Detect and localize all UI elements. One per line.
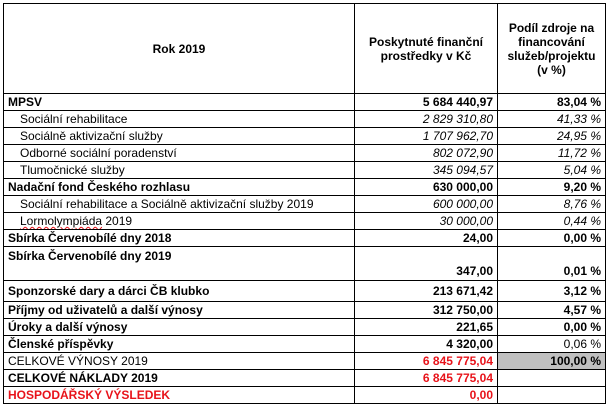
row-label: Úroky a další výnosy [4, 319, 355, 336]
table-row [4, 162, 606, 179]
table-row [4, 145, 606, 162]
header-share: Podíl zdroje na financování služeb/projektu (v %) [498, 4, 606, 94]
row-share: 41,33 % [498, 111, 606, 128]
row-share: 0,00 % [498, 230, 606, 247]
header-amount: Poskytnuté finanční prostředky v Kč [355, 4, 498, 94]
row-label: Sbírka Červenobílé dny 2019 [4, 247, 355, 281]
row-share: 0,06 % [498, 336, 606, 353]
row-label: CELKOVÉ VÝNOSY 2019 [4, 353, 355, 370]
row-label: Sbírka Červenobílé dny 2018 [4, 230, 355, 247]
row-amount: 213 671,42 [355, 281, 498, 302]
row-label [4, 213, 355, 230]
row-amount: 0,00 [355, 387, 498, 404]
row-share: 9,20 % [498, 179, 606, 196]
row-amount: 6 845 775,04 [355, 353, 498, 370]
table-row [4, 281, 606, 302]
row-share: 0,01 % [498, 247, 606, 281]
row-label: HOSPODÁŘSKÝ VÝSLEDEK [4, 387, 355, 404]
row-amount: 24,00 [355, 230, 498, 247]
row-amount: 30 000,00 [355, 213, 498, 230]
row-share: 8,76 % [498, 196, 606, 213]
table-row [4, 196, 606, 213]
row-share: 0,00 % [498, 319, 606, 336]
row-label: CELKOVÉ NÁKLADY 2019 [4, 370, 355, 387]
row-share [498, 370, 606, 387]
table-row [4, 319, 606, 336]
row-share: 5,04 % [498, 162, 606, 179]
row-amount: 630 000,00 [355, 179, 498, 196]
row-amount: 802 072,90 [355, 145, 498, 162]
row-share [498, 387, 606, 404]
table-row [4, 302, 606, 319]
row-amount: 2 829 310,80 [355, 111, 498, 128]
row-label-rest: 2019 [102, 214, 133, 228]
table-row [4, 230, 606, 247]
table-row [4, 94, 606, 111]
result-row [4, 387, 606, 404]
row-label: Členské příspěvky [4, 336, 355, 353]
row-share: 4,57 % [498, 302, 606, 319]
row-share: 3,12 % [498, 281, 606, 302]
row-amount: 345 094,57 [355, 162, 498, 179]
row-label-word: Lormolympiáda [20, 214, 103, 228]
row-label: Nadační fond Českého rozhlasu [4, 179, 355, 196]
table-row [4, 179, 606, 196]
row-amount: 4 320,00 [355, 336, 498, 353]
table-row [4, 111, 606, 128]
row-amount: 6 845 775,04 [355, 370, 498, 387]
row-label: Sociální rehabilitace [4, 111, 355, 128]
header-year: Rok 2019 [4, 4, 355, 94]
row-label: Sociální rehabilitace a Sociálně aktivizační služby 2019 [4, 196, 355, 213]
table-row [4, 128, 606, 145]
row-share: 11,72 % [498, 145, 606, 162]
header-row [4, 4, 606, 94]
row-amount: 5 684 440,97 [355, 94, 498, 111]
row-amount: 347,00 [355, 247, 498, 281]
row-amount: 312 750,00 [355, 302, 498, 319]
row-amount: 1 707 962,70 [355, 128, 498, 145]
row-amount: 600 000,00 [355, 196, 498, 213]
total-costs-row [4, 370, 606, 387]
row-label: Odborné sociální poradenství [4, 145, 355, 162]
row-label: MPSV [4, 94, 355, 111]
table-row [4, 336, 606, 353]
total-revenue-row [4, 353, 606, 370]
row-share: 0,44 % [498, 213, 606, 230]
row-label: Příjmy od uživatelů a další výnosy [4, 302, 355, 319]
row-label: Sponzorské dary a dárci ČB klubko [4, 281, 355, 302]
row-share: 24,95 % [498, 128, 606, 145]
row-share: 83,04 % [498, 94, 606, 111]
table-row [4, 213, 606, 230]
row-share: 100,00 % [498, 353, 606, 370]
row-label: Tlumočnické služby [4, 162, 355, 179]
table-row [4, 247, 606, 281]
finance-table [3, 3, 606, 404]
row-label: Sociálně aktivizační služby [4, 128, 355, 145]
row-amount: 221,65 [355, 319, 498, 336]
